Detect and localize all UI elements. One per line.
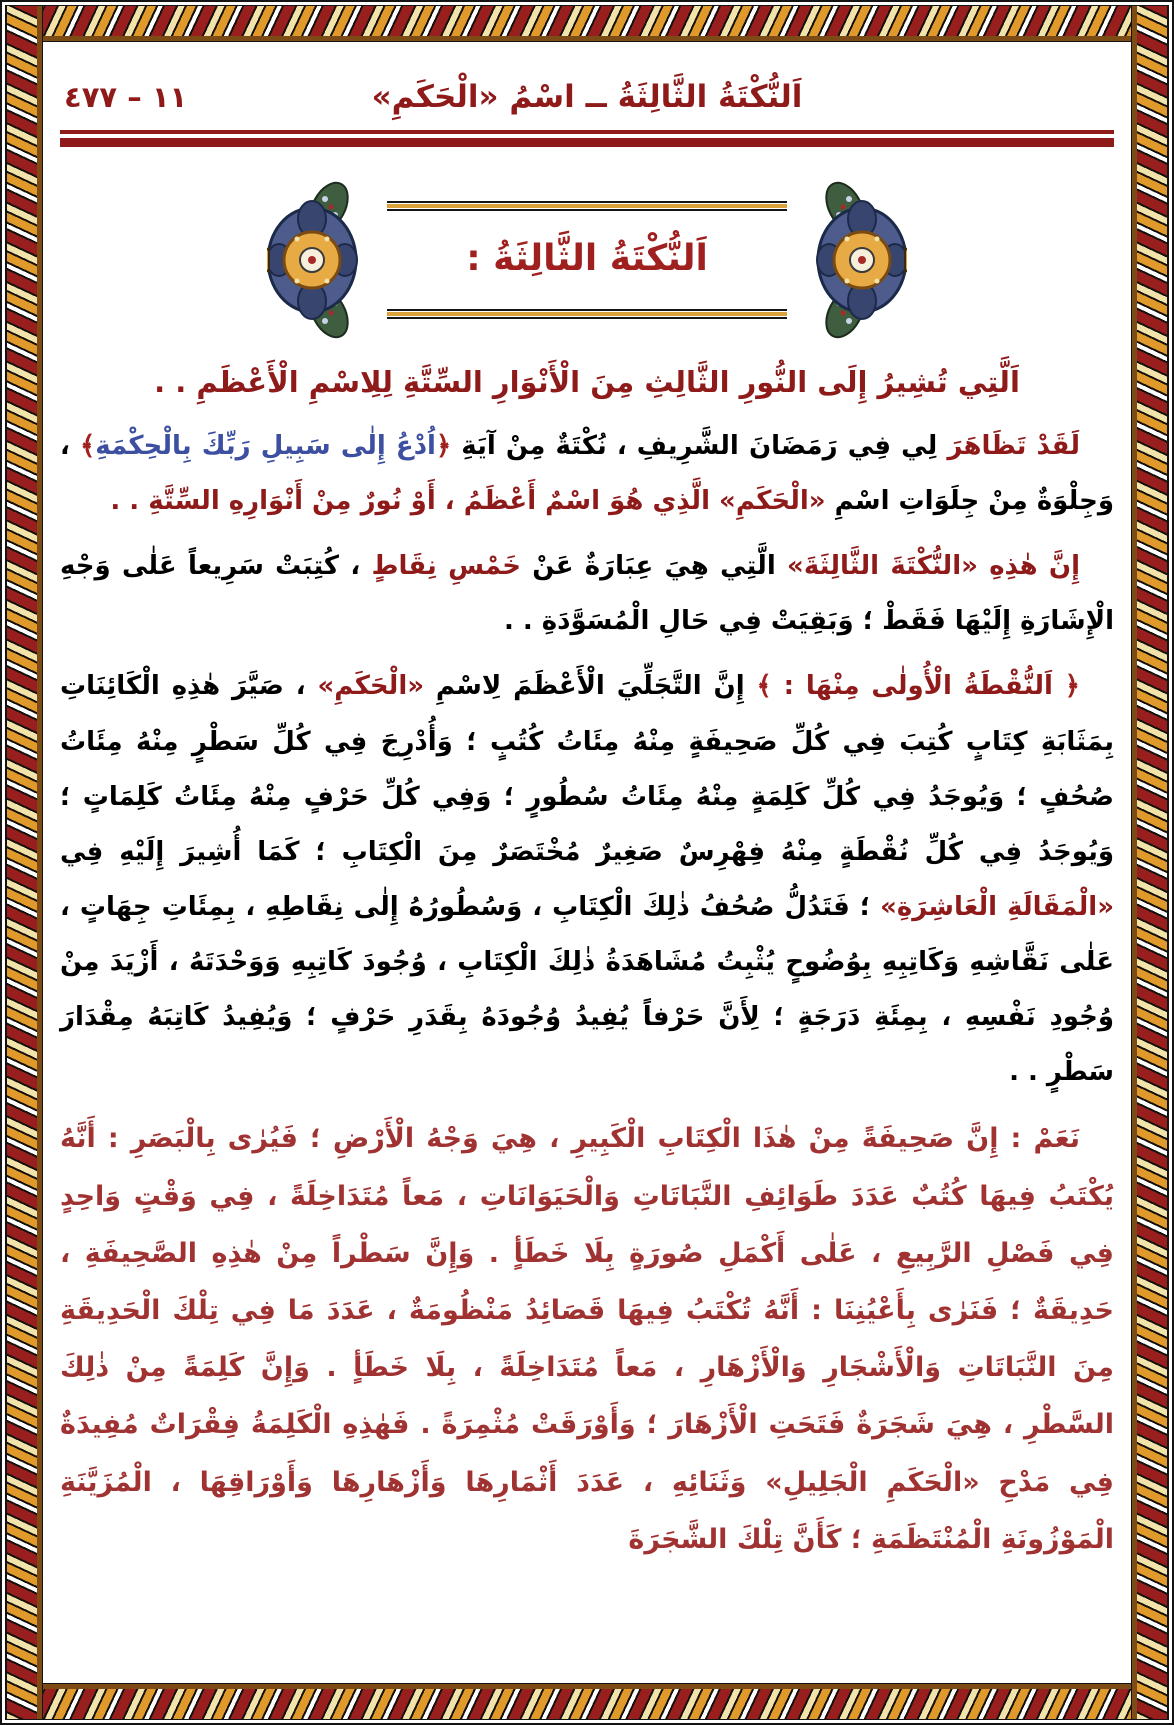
text-segment: «الْمَقَالَةِ الْعَاشِرَةِ» [880,891,1114,922]
text-segment: نَعَمْ : إِنَّ صَحِيفَةً مِنْ هٰذَا الْكِتَابِ الْكَبِيرِ ، هِيَ وَجْهُ الْأَرْضِ ؛ فَيُرٰى بِالْبَصَرِ : أَنَّهُ يُكْتَبُ فِيهَا كُتُبٌ عَدَدَ طَوَائِفِ النَّبَاتَاتِ وَالْحَيَوَانَاتِ ، مَعاً مُتَدَاخِلَةً ، فِي وَقْتٍ وَاحِدٍ فِي فَصْلِ الرَّبِيعِ ، عَلٰى أَكْمَلِ صُورَةٍ بِلَا خَطَأٍ . وَإِنَّ سَطْراً مِنْ هٰذِهِ الصَّحِيفَةِ ، حَدِيقَةٌ ؛ فَنَرٰى بِأَعْيُنِنَا : أَنَّهُ تُكْتَبُ فِيهَا قَصَائِدُ مَنْظُومَةٌ ، عَدَدَ مَا فِي تِلْكَ الْحَدِيقَةِ مِنَ النَّبَاتَاتِ وَالْأَشْجَارِ وَالْأَزْهَارِ ، مَعاً مُتَدَاخِلَةً ، بِلَا خَطَأٍ . وَإِنَّ كَلِمَةً مِنْ ذٰلِكَ السَّطْرِ ، هِيَ شَجَرَةٌ فَتَحَتِ الْأَزْهَارَ ؛ وَأَوْرَقَتْ مُثْمِرَةً . فَهٰذِهِ الْكَلِمَةُ فِقْرَاتٌ مُفِيدَةٌ فِي مَدْحِ «الْحَكَمِ الْجَلِيلِ» وَثَنَائِهِ ، عَدَدَ أَثْمَارِهَا وَأَزْهَارِهَا وَأَوْرَاقِهَا ، الْمُزَيَّنَةِ الْمَوْزُونَةِ الْمُنْتَظَمَةِ ؛ كَأَنَّ تِلْكَ الشَّجَرَةَ [60,1123,1114,1555]
paragraph [60,419,1114,529]
border-chain-top [6,6,1168,41]
text-segment: الَّتِي هِيَ عِبَارَةٌ عَنْ [521,551,788,582]
border-chain-right [1132,6,1168,1719]
paragraph [60,539,1114,649]
section-subtitle: اَلَّتِي تُشِيرُ إِلَى النُّورِ الثَّالِثِ مِنَ الْأَنْوَارِ السِّتَّةِ لِلِاسْمِ الْأَعْظَمِ . . [154,365,1020,399]
chapter-ornament [267,181,907,339]
paragraph-red [60,1110,1114,1568]
text-segment: ﴿ [435,431,452,461]
ornament-title: اَلنُّكْتَةُ الثَّالِثَةُ : [466,237,708,279]
paragraph [60,659,1114,1100]
text-segment: ، وَجِلْوَةٌ مِنْ جِلَوَاتِ اسْمِ [60,431,1114,517]
page-number: ١١ – ٤٧٧ [64,80,188,114]
text-segment: ﴾ [80,431,96,461]
text-segment: ، كُتِبَتْ سَرِيعاً عَلٰى وَجْهِ الْإِشَارَةِ إِلَيْهَا فَقَطْ ؛ وَبَقِيَتْ فِي حَالِ الْمُسَوَّدَةِ . . [60,551,1114,637]
body-text [60,419,1114,1568]
page-header [60,70,1114,124]
text-segment: لِي فِي رَمَضَانَ الشَّرِيفِ ، نُكْتَةٌ مِنْ آيَةِ [451,431,948,461]
text-segment: اُدْعُ إِلٰى سَبِيلِ رَبِّكَ بِالْحِكْمَةِ [95,431,436,461]
border-chain-bottom [6,1684,1168,1719]
text-segment: إِنَّ التَّجَلِّيَ الْأَعْظَمَ لِاسْمِ [424,671,757,702]
text-segment: لَقَدْ تَظَاهَرَ [947,431,1080,461]
header-rule-thick [60,138,1114,147]
text-segment: الَّذِي هُوَ اسْمٌ أَعْظَمُ ، أَوْ نُورٌ مِنْ أَنْوَارِهِ السِّتَّةِ . . [110,486,720,517]
page-title: اَلنُّكْتَةُ الثَّالِثَةُ ــ اسْمُ «الْحَكَمِ» [371,79,803,115]
text-segment: ؛ فَتَدُلُّ صُحُفُ ذٰلِكَ الْكِتَابِ ، وَسُطُورُهُ إِلٰى نِقَاطِهِ ، بِمِئَاتِ جِهَاتٍ ، عَلٰى نَقَّاشِهِ وَكَاتِبِهِ بِوُضُوحٍ يُثْبِتُ مُشَاهَدَةُ ذٰلِكَ الْكِتَابِ ، وُجُودَ كَاتِبِهِ وَوَحْدَتَهُ ، أَزْيَدَ مِنْ وُجُودِ نَفْسِهِ ، بِمِئَةِ دَرَجَةٍ ؛ لِأَنَّ حَرْفاً يُفِيدُ وُجُودَهُ بِقَدَرِ حَرْفٍ ؛ وَيُفِيدُ كَاتِبَهُ مِقْدَارَ سَطْرٍ . . [60,891,1114,1088]
border-chain-left [6,6,42,1719]
text-segment: «الْحَكَمِ» [719,486,826,517]
text-segment: ﴾ [756,671,772,702]
page-content [60,52,1114,1681]
text-segment: ، صَيَّرَ هٰذِهِ الْكَائِنَاتِ بِمَثَابَةِ كِتَابٍ كُتِبَ فِي كُلِّ صَحِيفَةٍ مِنْهُ مِئَاتُ كُتُبٍ ؛ وَأُدْرِجَ فِي كُلِّ سَطْرٍ مِنْهُ مِئَاتُ صُحُفٍ ؛ وَيُوجَدُ فِي كُلِّ كَلِمَةٍ مِنْهُ مِئَاتُ سُطُورٍ ؛ وَفِي كُلِّ حَرْفٍ مِنْهُ مِئَاتُ كَلِمَاتٍ ؛ وَيُوجَدُ فِي كُلِّ نُقْطَةٍ مِنْهُ فِهْرِسٌ صَغِيرٌ مُخْتَصَرٌ مِنَ الْكِتَابِ ؛ كَمَا أُشِيرَ إِلَيْهِ فِي [60,671,1114,867]
header-rule [60,130,1114,147]
text-segment: ﴿ [1064,671,1081,702]
text-segment: «الْحَكَمِ» [317,671,425,702]
text-segment: إِنَّ هٰذِهِ «النُّكْتَةَ الثَّالِثَةَ» [787,551,1080,582]
text-segment: اَلنُّقْطَةُ الْأُولٰى مِنْهَا : [771,671,1065,702]
text-segment: خَمْسِ نِقَاطٍ [371,551,521,582]
